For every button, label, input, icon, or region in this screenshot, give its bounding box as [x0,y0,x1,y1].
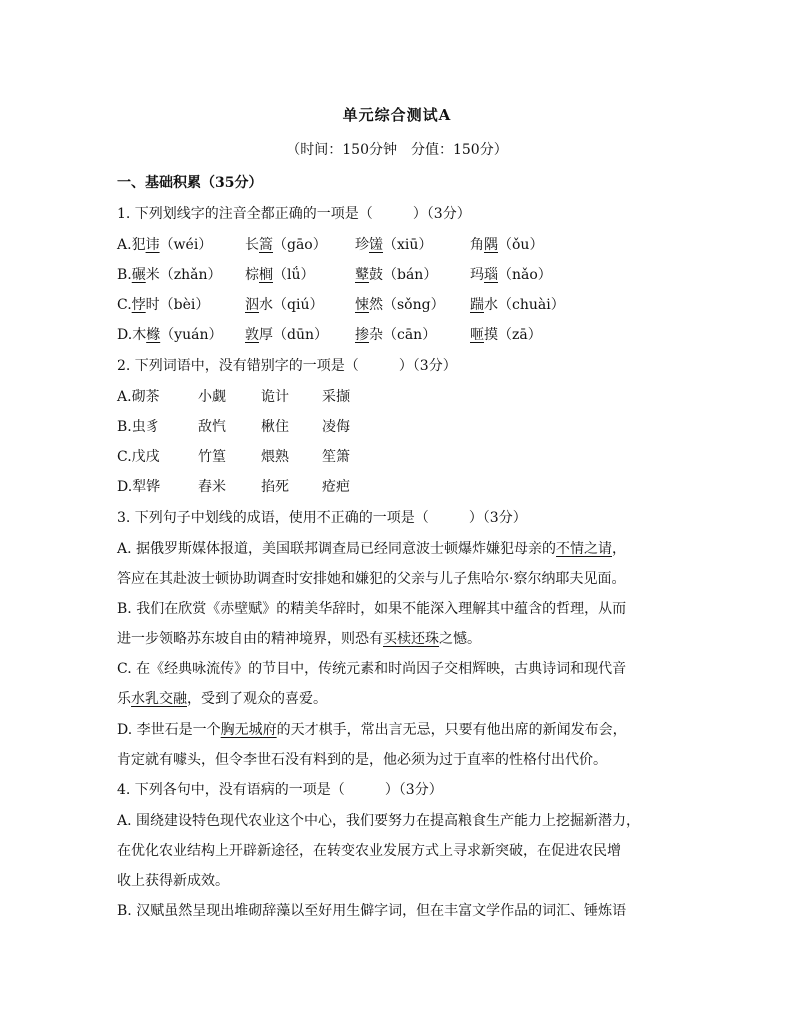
underlined-char: 隅 [484,237,498,253]
pinyin-option-item [117,294,209,314]
pinyin-annotation: （lǘ） [273,267,315,283]
option-label: D. [117,479,133,495]
option-label: C. [117,297,132,313]
option-label: D. [117,327,133,343]
pinyin-annotation: （nǎo） [498,267,552,283]
underlined-idiom: 不情之请 [556,541,613,557]
underlined-char: 榈 [259,267,273,283]
option-word: 楸住 [261,419,289,435]
pinyin-option-item [245,234,327,254]
pinyin-annotation: （wéi） [159,237,213,253]
option-label: A. [117,237,132,253]
stem-score: ）（3分） [384,782,443,798]
underlined-idiom: 买椟还珠 [383,631,439,647]
q3-option-a-line-1 [117,538,626,558]
word-option-item [198,446,226,466]
word-option-item [261,476,289,496]
word-part: 摸 [484,327,498,343]
option-word: 诡计 [261,389,289,405]
word-option-item [261,446,289,466]
text: A. 据俄罗斯媒体报道，美国联邦调查局已经同意波士顿爆炸嫌犯母亲的 [117,541,557,557]
word-option-item [322,386,350,406]
q3-option-d-line-1 [117,719,627,739]
underlined-char: 悖 [131,297,146,313]
word-option-item [198,476,226,496]
text: ，受到了观众的喜爱。 [187,691,327,707]
word-part: 厚 [259,327,273,343]
option-word: 掐死 [261,479,289,495]
pinyin-annotation: （xiū） [383,237,433,253]
pinyin-annotation: （bèi） [159,297,210,313]
section-heading: 一、基础积累（35分） [117,175,263,191]
option-word: 凌侮 [322,419,350,435]
word-option-item [117,476,160,496]
text: 乐 [117,691,131,707]
word-option-item [322,446,350,466]
underlined-idiom: 胸无城府 [220,722,277,738]
pinyin-option-item [245,264,315,284]
underlined-char: 咂 [470,327,484,343]
pinyin-option-item [355,324,436,344]
text: ， [612,541,627,557]
stem-score: ）（3分） [468,510,527,526]
word-part: 水 [484,297,498,313]
word-option-item [117,446,160,466]
pinyin-annotation: （sǒng） [383,297,445,313]
underlined-char: 踹 [470,297,484,313]
word-part: 杂 [369,327,383,343]
pinyin-option-item [470,324,542,344]
q4-option-a-line-1: A. 围绕建设特色现代农业这个中心，我们要努力在提高粮食生产能力上挖掘新潜力， [117,813,641,829]
option-word: 小觑 [198,389,226,405]
word-part: 玛 [470,267,484,283]
page-subtitle: （时间：150分钟 分值：150分） [286,142,508,158]
stem-text: 4. 下列各句中，没有语病的一项是（ [117,782,345,798]
q3-option-b-line-2 [117,628,481,648]
underlined-char: 碾 [131,267,146,283]
word-option-item [117,386,160,406]
pinyin-annotation: （bán） [383,267,438,283]
q3-option-b-line-1: B. 我们在欣赏《赤壁赋》的精美华辞时，如果不能深入理解其中蕴含的哲理，从而 [117,601,627,617]
q3-option-d-line-2: 肯定就有噱头，但令李世石没有料到的是，他必须为过于直率的性格付出代价。 [117,752,607,768]
underlined-char: 敦 [245,327,259,343]
stem-text: 2. 下列词语中，没有错别字的一项是（ [117,358,359,374]
pinyin-option-item [355,294,445,314]
word-option-item [198,416,226,436]
option-word: 舂米 [198,479,226,495]
pinyin-option-item [355,264,437,284]
word-part: 米 [145,267,160,283]
pinyin-option-item [470,264,552,284]
q4-option-b-line-1: B. 汉赋虽然呈现出堆砌辞藻以至好用生僻字词，但在丰富文学作品的词汇、锤炼语 [117,903,627,919]
pinyin-annotation: （gāo） [273,237,327,253]
option-word: 笙箫 [322,449,350,465]
q4-option-a-line-2: 在优化农业结构上开辟新途径，在转变农业发展方式上寻求新突破，在促进农民增 [117,843,621,859]
word-part: 角 [470,237,484,253]
word-part: 鼓 [369,267,383,283]
word-part: 水 [259,297,273,313]
pinyin-annotation: （chuài） [498,297,565,313]
word-option-item [322,476,350,496]
word-option-item [322,416,350,436]
pinyin-annotation: （qiú） [273,297,324,313]
text: 的天才棋手，常出言无忌，只要有他出席的新闻发布会， [276,722,627,738]
question-2-stem [117,355,457,375]
underlined-char: 馐 [369,237,383,253]
underlined-char: 瑙 [484,267,498,283]
option-label: A. [117,389,132,405]
option-word: 砌茶 [131,389,160,405]
option-label: B. [117,267,132,283]
option-label: C. [117,449,132,465]
q3-option-c-line-2 [117,688,327,708]
word-part: 然 [369,297,383,313]
stem-score: ）（3分） [412,206,471,222]
option-word: 犁铧 [132,479,161,495]
underlined-char: 鼙 [355,267,369,283]
word-part: 长 [245,237,259,253]
word-option-item [117,416,160,436]
q3-option-c-line-1: C. 在《经典咏流传》的节目中，传统元素和时尚因子交相辉映，古典诗词和现代音 [117,661,627,677]
underlined-char: 篙 [259,237,273,253]
stem-text: 1. 下列划线字的注音全都正确的一项是（ [117,206,373,222]
word-option-item [198,386,226,406]
pinyin-option-item [470,294,565,314]
underlined-char: 掺 [355,327,369,343]
stem-text: 3. 下列句子中划线的成语，使用不正确的一项是（ [117,510,429,526]
text: 之憾。 [439,631,481,647]
text: 进一步领略苏东坡自由的精神境界，则恐有 [117,631,383,647]
option-word: 采撷 [322,389,350,405]
option-word: 疮疤 [322,479,350,495]
pinyin-option-item [117,264,222,284]
text: D. 李世石是一个 [117,722,221,738]
pinyin-annotation: （yuán） [160,327,223,343]
pinyin-annotation: （zā） [498,327,542,343]
word-part: 棕 [245,267,259,283]
pinyin-option-item [245,324,328,344]
option-word: 敌忾 [198,419,226,435]
question-1-stem [117,203,471,223]
underlined-char: 橼 [146,327,161,343]
pinyin-option-item [117,234,212,254]
underlined-idiom: 水乳交融 [131,691,187,707]
question-3-stem [117,507,527,527]
option-label: B. [117,419,132,435]
word-option-item [261,416,289,436]
word-part: 时 [145,297,160,313]
word-part: 珍 [355,237,369,253]
option-word: 煨熟 [261,449,289,465]
pinyin-option-item [355,234,432,254]
word-part: 犯 [131,237,146,253]
question-4-stem [117,779,443,799]
stem-score: ）（3分） [398,358,457,374]
q4-option-a-line-3: 收上获得新成效。 [117,873,229,889]
q3-option-a-line-2: 答应在其赴波士顿协助调查时安排她和嫌犯的父亲与儿子焦哈尔·察尔纳耶夫见面。 [117,571,626,587]
page-title: 单元综合测试A [342,106,452,124]
pinyin-option-item [117,324,222,344]
pinyin-annotation: （dūn） [273,327,328,343]
pinyin-annotation: （cān） [383,327,437,343]
underlined-char: 讳 [145,237,160,253]
underlined-char: 泅 [245,297,259,313]
word-part: 木 [132,327,147,343]
pinyin-annotation: （ǒu） [498,237,544,253]
underlined-char: 悚 [355,297,369,313]
pinyin-option-item [245,294,323,314]
pinyin-annotation: （zhǎn） [159,267,222,283]
option-word: 戊戌 [131,449,160,465]
option-word: 虫豸 [131,419,160,435]
option-word: 竹篁 [198,449,226,465]
word-option-item [261,386,289,406]
pinyin-option-item [470,234,543,254]
